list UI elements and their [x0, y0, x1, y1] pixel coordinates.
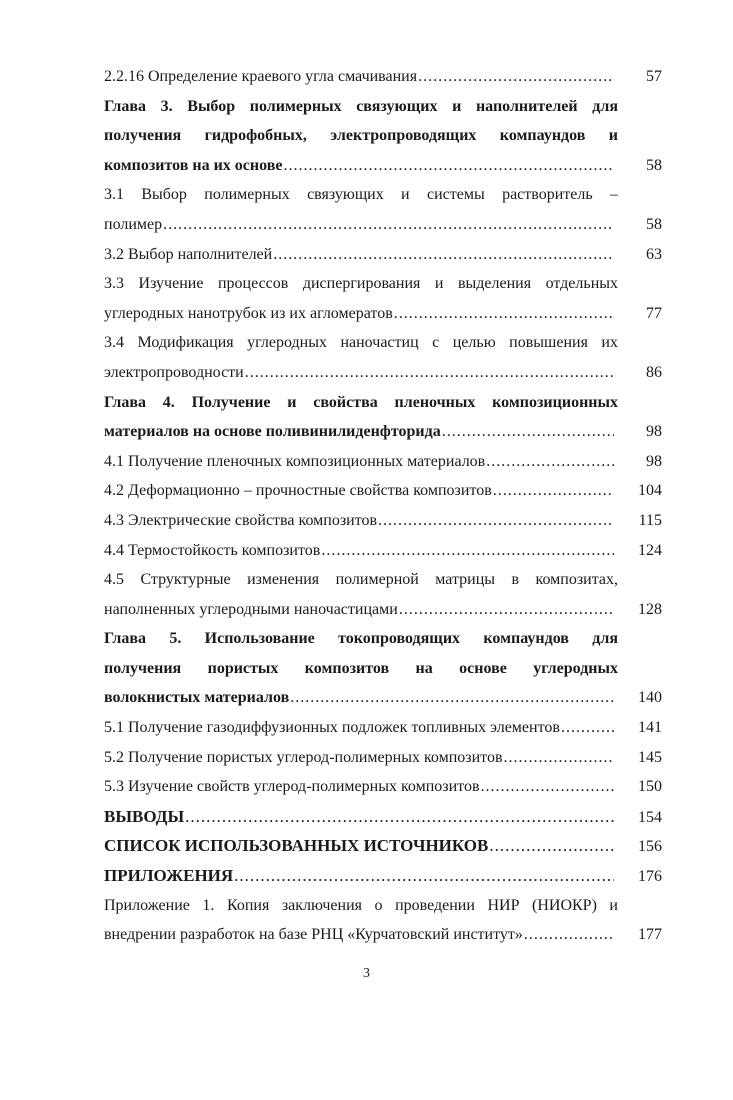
dot-leader [399, 595, 614, 625]
dot-leader [163, 210, 614, 240]
toc-line: 3.3 Изучение процессов диспергирования и выделения отдельных [104, 275, 618, 293]
toc-entry [104, 447, 662, 477]
toc-entry [104, 861, 662, 891]
toc-line [104, 713, 662, 743]
toc-entry-title: 4.2 Деформационно – прочностные свойства композитов [104, 482, 492, 500]
toc-page-number: 141 [638, 719, 662, 737]
toc-entry [104, 802, 662, 832]
toc-line [104, 299, 662, 329]
toc-entry-title: ПРИЛОЖЕНИЯ [104, 866, 234, 886]
toc-line: Глава 5. Использование токопроводящих компаундов для [104, 630, 618, 648]
toc-page-number: 57 [646, 68, 662, 85]
dot-leader [524, 920, 614, 950]
dot-leader [245, 358, 614, 388]
dot-leader [273, 240, 614, 270]
toc-entry-title: углеродных нанотрубок из их агломератов [104, 304, 393, 322]
toc-entry-title: 4.1 Получение пленочных композиционных материалов [104, 452, 486, 470]
toc-page-number: 140 [638, 689, 662, 707]
toc-entry-title: 5.3 Изучение свойств углерод-полимерных композитов [104, 778, 480, 796]
dot-leader [394, 299, 614, 329]
dot-leader [234, 861, 614, 891]
toc-entry [104, 269, 662, 328]
table-of-contents [104, 62, 662, 950]
toc-entry [104, 180, 662, 239]
toc-line [104, 920, 662, 950]
dot-leader [442, 417, 614, 447]
toc-line [104, 506, 662, 536]
toc-line [104, 417, 662, 447]
toc-page-number: 124 [638, 541, 662, 559]
page-number: 3 [363, 966, 370, 981]
toc-line [104, 447, 662, 477]
toc-page-number: 150 [638, 778, 662, 796]
toc-entry [104, 328, 662, 387]
toc-line: 3.4 Модификация углеродных наночастиц с целью повышения их [104, 334, 618, 352]
toc-entry-title: внедрении разработок на базе РНЦ «Курчатовский институт» [104, 926, 523, 944]
toc-line: получения пористых композитов на основе углеродных [104, 659, 618, 677]
dot-leader [418, 62, 614, 92]
toc-entry-title: ВЫВОДЫ [104, 806, 185, 826]
toc-entry-title: материалов на основе поливинилиденфторида [104, 423, 441, 441]
toc-line [104, 476, 662, 506]
toc-line [104, 802, 662, 832]
toc-page-number: 115 [638, 511, 662, 529]
toc-entry [104, 506, 662, 536]
toc-page-number: 98 [646, 423, 662, 441]
toc-entry [104, 476, 662, 506]
toc-entry [104, 713, 662, 743]
toc-entry [104, 92, 662, 181]
toc-line [104, 358, 662, 388]
toc-entry-title: 5.2 Получение пористых углерод-полимерных композитов [104, 748, 503, 766]
toc-line [104, 536, 662, 566]
toc-line [104, 861, 662, 891]
toc-entry-title: 3.2 Выбор наполнителей [104, 245, 273, 263]
toc-entry [104, 388, 662, 447]
toc-entry-title: волокнистых материалов [104, 689, 290, 707]
toc-page-number: 98 [646, 452, 662, 470]
toc-entry-title: 4.4 Термостойкость композитов [104, 541, 321, 559]
toc-page-number: 176 [638, 868, 662, 886]
toc-page-number: 154 [638, 808, 662, 826]
toc-page-number: 77 [646, 304, 662, 322]
toc-entry [104, 891, 662, 950]
toc-line [104, 62, 662, 92]
toc-entry-title: композитов на их основе [104, 156, 283, 174]
toc-page-number: 86 [646, 363, 662, 381]
dot-leader [481, 772, 614, 802]
dot-leader [486, 447, 614, 477]
dot-leader [290, 683, 614, 713]
toc-page-number: 58 [646, 215, 662, 233]
toc-line [104, 151, 662, 181]
toc-entry [104, 536, 662, 566]
toc-entry [104, 565, 662, 624]
dot-leader [493, 476, 614, 506]
toc-line [104, 772, 662, 802]
dot-leader [489, 831, 614, 861]
toc-page-number: 58 [646, 156, 662, 174]
toc-line: 3.1 Выбор полимерных связующих и системы растворитель – [104, 186, 618, 204]
dot-leader [561, 713, 614, 743]
toc-entry [104, 772, 662, 802]
toc-page-number: 156 [638, 838, 662, 856]
toc-line: Приложение 1. Копия заключения о проведении НИР (НИОКР) и [104, 896, 618, 914]
toc-entry [104, 831, 662, 861]
toc-entry-title: электропроводности [104, 363, 244, 381]
toc-entry [104, 62, 662, 92]
toc-page-number: 104 [638, 482, 662, 500]
toc-entry [104, 624, 662, 713]
toc-line [104, 683, 662, 713]
toc-line [104, 595, 662, 625]
toc-line [104, 210, 662, 240]
toc-entry-title: СПИСОК ИСПОЛЬЗОВАННЫХ ИСТОЧНИКОВ [104, 836, 489, 856]
toc-line: 4.5 Структурные изменения полимерной матрицы в композитах, [104, 571, 618, 589]
toc-line: Глава 3. Выбор полимерных связующих и наполнителей для [104, 97, 618, 115]
toc-entry-title: 5.1 Получение газодиффузионных подложек топливных элементов [104, 719, 560, 737]
toc-page-number: 128 [638, 600, 662, 618]
dot-leader [504, 743, 614, 773]
toc-line: Глава 4. Получение и свойства пленочных композиционных [104, 393, 618, 411]
toc-line [104, 743, 662, 773]
toc-entry-title: полимер [104, 215, 163, 233]
toc-entry-title: 4.3 Электрические свойства композитов [104, 511, 378, 529]
toc-line [104, 240, 662, 270]
toc-page-number: 177 [638, 926, 662, 944]
dot-leader [321, 536, 614, 566]
toc-page-number: 145 [638, 748, 662, 766]
toc-entry-title: 2.2.16 Определение краевого угла смачивания [104, 68, 418, 85]
toc-entry-title: наполненных углеродными наночастицами [104, 600, 398, 618]
toc-entry [104, 743, 662, 773]
toc-line [104, 831, 662, 861]
dot-leader [378, 506, 614, 536]
toc-entry [104, 240, 662, 270]
toc-page-number: 63 [646, 245, 662, 263]
toc-line: получения гидрофобных, электропроводящих компаундов и [104, 127, 618, 145]
dot-leader [283, 151, 614, 181]
dot-leader [185, 802, 614, 832]
